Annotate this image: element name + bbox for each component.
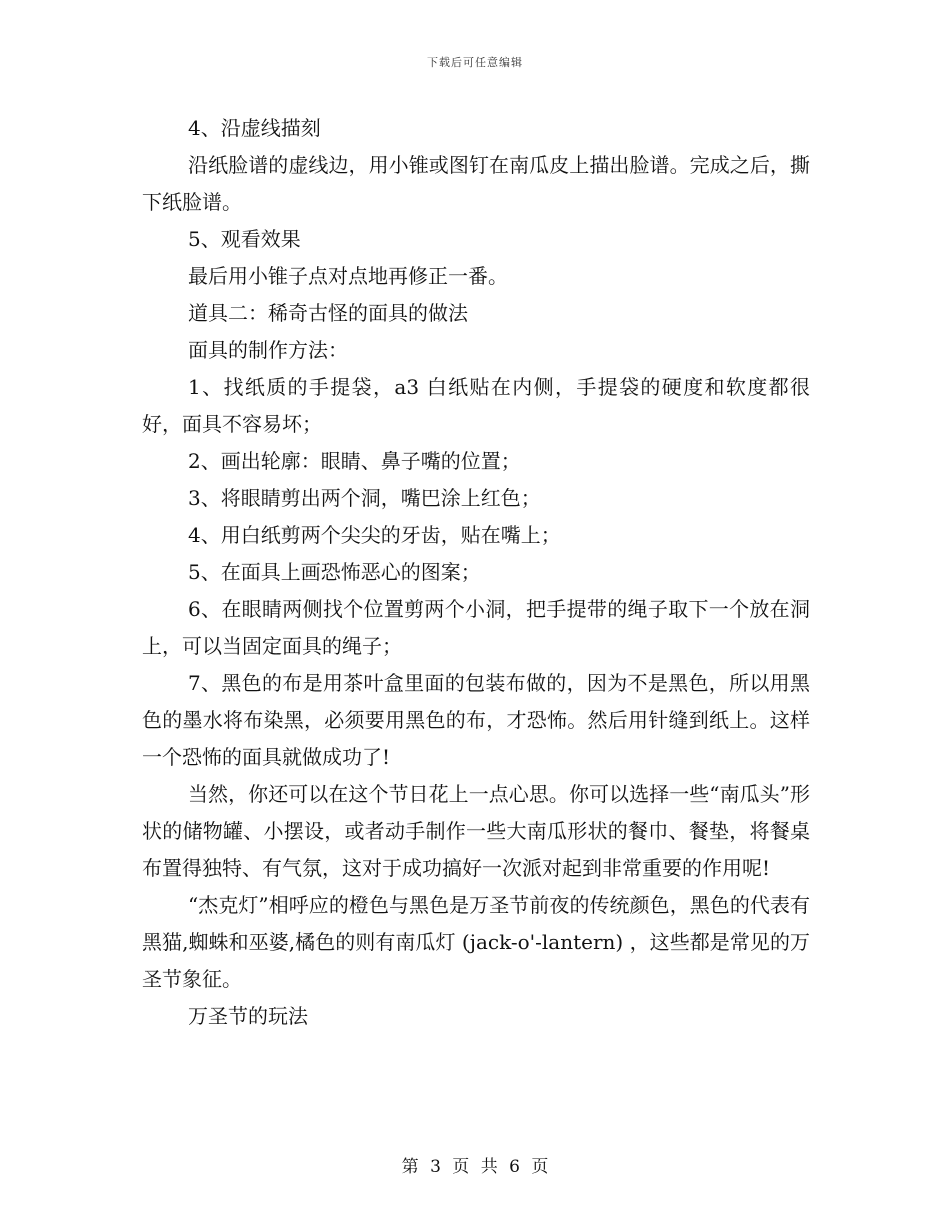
- paragraph-step-4-heading: 4、沿虚线描刻: [188, 116, 321, 140]
- paragraph-mask-step-1: 1、找纸质的手提袋，a3 白纸贴在内侧，手提袋的硬度和软度都很好，面具不容易坏；: [142, 375, 810, 436]
- paragraph-mask-method-heading: 面具的制作方法：: [188, 338, 348, 362]
- paragraph-step-4-body: 沿纸脸谱的虚线边，用小锥或图钉在南瓜皮上描出脸谱。完成之后，撕下纸脸谱。: [142, 153, 810, 214]
- paragraph-step-5-heading: 5、观看效果: [188, 227, 301, 251]
- paragraph-halloween-games-heading: 万圣节的玩法: [188, 1004, 308, 1028]
- paragraph-mask-step-3: 3、将眼睛剪出两个洞，嘴巴涂上红色；: [188, 486, 541, 510]
- page-footer: 第 3 页 共 6 页: [401, 1157, 549, 1177]
- document-body: [142, 110, 810, 1035]
- paragraph-step-5-body: 最后用小锥子点对点地再修正一番。: [188, 264, 508, 288]
- paragraph-mask-step-7: 7、黑色的布是用茶叶盒里面的包装布做的，因为不是黑色，所以用黑色的墨水将布染黑，必须要用黑色的布，才恐怖。然后用针缝到纸上。这样一个恐怖的面具就做成功了!: [142, 671, 810, 769]
- paragraph-mask-step-5: 5、在面具上画恐怖恶心的图案；: [188, 560, 481, 584]
- paragraph-mask-step-4: 4、用白纸剪两个尖尖的牙齿，贴在嘴上；: [188, 523, 561, 547]
- paragraph-prop-two-heading: 道具二：稀奇古怪的面具的做法: [188, 301, 468, 325]
- paragraph-decoration-tips: 当然，你还可以在这个节日花上一点心思。你可以选择一些“南瓜头”形状的储物罐、小摆设，或者动手制作一些大南瓜形状的餐巾、餐垫，将餐桌布置得独特、有气氛，这对于成功搞好一次派对起到非常重要的作用呢!: [142, 782, 810, 880]
- paragraph-mask-step-6: 6、在眼睛两侧找个位置剪两个小洞，把手提带的绳子取下一个放在洞上，可以当固定面具的绳子；: [142, 597, 810, 658]
- page-header: 下载后可任意编辑: [427, 56, 523, 69]
- paragraph-mask-step-2: 2、画出轮廓：眼睛、鼻子嘴的位置；: [188, 449, 521, 473]
- paragraph-halloween-colors: “杰克灯”相呼应的橙色与黑色是万圣节前夜的传统颜色，黑色的代表有黑猫,蜘蛛和巫婆,橘色的则有南瓜灯 (jack-o'-lantern) ，这些都是常见的万圣节象征。: [142, 893, 810, 991]
